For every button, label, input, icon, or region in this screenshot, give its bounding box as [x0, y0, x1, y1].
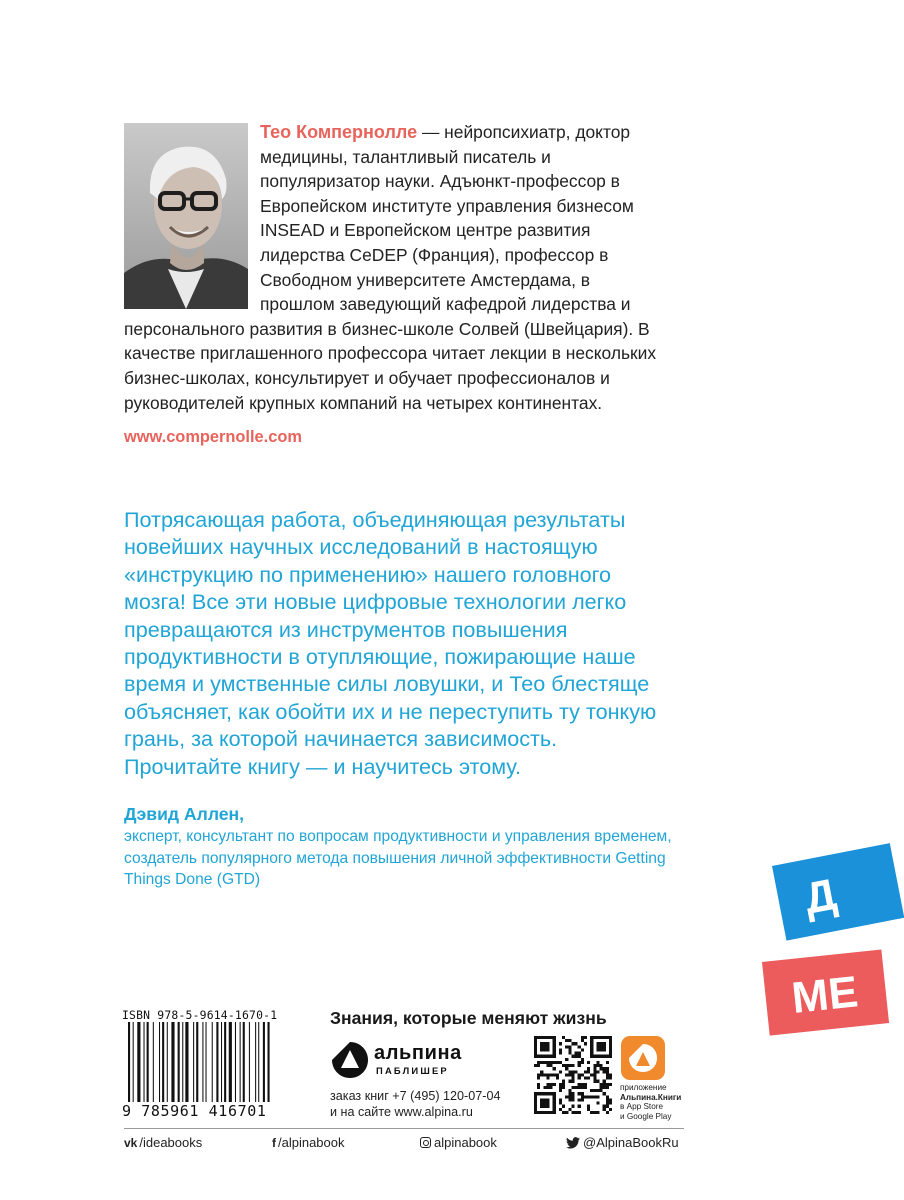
qr-module — [568, 1098, 571, 1101]
qr-module — [578, 1098, 581, 1101]
qr-module — [575, 1070, 578, 1073]
qr-module — [559, 1048, 562, 1051]
publisher-subtitle: ПАБЛИШЕР — [376, 1065, 449, 1076]
qr-module — [543, 1061, 546, 1064]
qr-module — [546, 1061, 549, 1064]
qr-module — [578, 1073, 581, 1076]
barcode-bar — [206, 1022, 207, 1102]
qr-module — [578, 1086, 581, 1089]
barcode-bar — [159, 1022, 160, 1102]
barcode-bar — [240, 1022, 241, 1102]
order-info — [330, 1088, 500, 1120]
qr-module — [593, 1067, 596, 1070]
qr-module — [584, 1042, 587, 1045]
qr-module — [587, 1070, 590, 1073]
qr-module — [581, 1061, 584, 1064]
barcode-bar — [258, 1022, 259, 1102]
author-portrait-icon — [124, 123, 248, 309]
app-icon[interactable] — [621, 1036, 665, 1080]
qr-module — [546, 1073, 549, 1076]
barcode-bar — [178, 1022, 180, 1102]
barcode-bar — [133, 1022, 134, 1102]
qr-module — [553, 1083, 556, 1086]
qr-module — [559, 1098, 562, 1101]
isbn-label: ISBN 978-5-9614-1670-1 — [122, 1008, 278, 1022]
qr-module — [565, 1064, 568, 1067]
facebook-handle: /alpinabook — [278, 1135, 345, 1150]
barcode-bar — [249, 1022, 250, 1102]
qr-module — [578, 1092, 581, 1095]
instagram-icon — [420, 1137, 431, 1148]
barcode-bar — [229, 1022, 232, 1102]
qr-module — [537, 1083, 540, 1086]
barcode-bar — [147, 1022, 149, 1102]
social-vk-link[interactable] — [124, 1135, 202, 1150]
qr-module — [559, 1089, 562, 1092]
publisher-slogan: Знания, которые меняют жизнь — [330, 1008, 607, 1028]
qr-module — [578, 1064, 581, 1067]
qr-module — [565, 1067, 568, 1070]
qr-module — [571, 1073, 574, 1076]
qr-finder — [540, 1042, 549, 1051]
qr-module — [568, 1108, 571, 1111]
order-phone: заказ книг +7 (495) 120-07-04 — [330, 1089, 501, 1103]
qr-module — [578, 1052, 581, 1055]
qr-module — [562, 1036, 565, 1039]
qr-module — [540, 1061, 543, 1064]
qr-module — [609, 1073, 612, 1076]
barcode-bar — [137, 1022, 140, 1102]
barcode-bar — [263, 1022, 265, 1102]
qr-module — [593, 1073, 596, 1076]
app-label: приложение — [620, 1083, 667, 1092]
qr-module — [606, 1070, 609, 1073]
qr-module — [559, 1086, 562, 1089]
qr-module — [581, 1083, 584, 1086]
qr-module — [584, 1083, 587, 1086]
qr-module — [540, 1073, 543, 1076]
qr-module — [603, 1083, 606, 1086]
barcode-bar — [224, 1022, 226, 1102]
qr-module — [593, 1111, 596, 1114]
author-website-link[interactable]: www.compernolle.com — [124, 428, 302, 447]
qr-module — [571, 1064, 574, 1067]
qr-module — [590, 1089, 593, 1092]
qr-module — [593, 1095, 596, 1098]
qr-module — [562, 1064, 565, 1067]
blue-sticker: Д — [772, 843, 904, 941]
qr-module — [568, 1080, 571, 1083]
qr-module — [559, 1070, 562, 1073]
barcode-bar — [185, 1022, 188, 1102]
qr-module — [559, 1108, 562, 1111]
barcode-block — [122, 1008, 322, 1120]
qr-module — [571, 1098, 574, 1101]
qr-module — [568, 1070, 571, 1073]
qr-module — [596, 1080, 599, 1083]
qr-module — [606, 1086, 609, 1089]
barcode-icon — [128, 1022, 318, 1102]
qr-module — [603, 1080, 606, 1083]
qr-module — [553, 1073, 556, 1076]
qr-module — [571, 1092, 574, 1095]
qr-module — [575, 1052, 578, 1055]
qr-module — [600, 1089, 603, 1092]
barcode-bar — [193, 1022, 194, 1102]
qr-module — [562, 1080, 565, 1083]
qr-module — [559, 1083, 562, 1086]
qr-module — [543, 1073, 546, 1076]
qr-module — [537, 1073, 540, 1076]
qr-module — [606, 1073, 609, 1076]
qr-module — [556, 1073, 559, 1076]
qr-module — [581, 1036, 584, 1039]
qr-module — [606, 1102, 609, 1105]
qr-code-icon[interactable] — [534, 1036, 612, 1114]
qr-module — [543, 1086, 546, 1089]
qr-module — [550, 1064, 553, 1067]
qr-module — [568, 1039, 571, 1042]
qr-module — [581, 1092, 584, 1095]
qr-module — [593, 1077, 596, 1080]
qr-module — [571, 1070, 574, 1073]
qr-module — [587, 1108, 590, 1111]
qr-module — [550, 1086, 553, 1089]
qr-module — [609, 1102, 612, 1105]
divider — [124, 1128, 684, 1129]
barcode-bar — [167, 1022, 168, 1102]
author-name: Тео Компернолле — [260, 122, 418, 142]
qr-module — [562, 1083, 565, 1086]
qr-module — [593, 1089, 596, 1092]
qr-module — [568, 1092, 571, 1095]
qr-module — [596, 1089, 599, 1092]
qr-module — [571, 1055, 574, 1058]
qr-module — [546, 1064, 549, 1067]
quote-author-description: эксперт, консультант по вопросам продуктивности и управления временем, создатель популярного метода повышения личной эффективности Getting Things Done (GTD) — [124, 828, 672, 889]
author-section — [124, 120, 664, 450]
qr-module — [565, 1058, 568, 1061]
qr-module — [568, 1048, 571, 1051]
qr-module — [600, 1083, 603, 1086]
qr-module — [571, 1042, 574, 1045]
qr-module — [606, 1077, 609, 1080]
qr-module — [606, 1061, 609, 1064]
qr-module — [575, 1055, 578, 1058]
review-quote: Потрясающая работа, объединяющая результаты новейших научных исследований в настоящую «инструкцию по применению» нашего головного мозга! Все эти новые цифровые технологии легко превращаются из инструментов повышения продуктивности в отупляющие, пожирающие наше время и умственные силы ловушки, и Тео блестяще объясняет, как обойти их и не переступить ту тонкую грань, за которой начинается зависимость. Прочитайте книгу — и научитесь этому. — [124, 507, 657, 779]
publisher-logo — [330, 1040, 500, 1080]
qr-module — [581, 1098, 584, 1101]
alpina-logo-icon — [330, 1040, 370, 1080]
barcode-bar — [182, 1022, 183, 1102]
qr-module — [578, 1061, 581, 1064]
author-photo — [124, 123, 248, 309]
qr-module — [565, 1111, 568, 1114]
app-store-text — [620, 1083, 681, 1121]
qr-module — [603, 1108, 606, 1111]
qr-module — [540, 1070, 543, 1073]
red-sticker: МЕ — [762, 949, 889, 1035]
qr-module — [609, 1083, 612, 1086]
qr-module — [550, 1061, 553, 1064]
qr-module — [571, 1105, 574, 1108]
qr-module — [581, 1086, 584, 1089]
qr-module — [571, 1080, 574, 1083]
qr-module — [578, 1083, 581, 1086]
qr-module — [587, 1077, 590, 1080]
qr-module — [590, 1073, 593, 1076]
qr-module — [603, 1092, 606, 1095]
qr-module — [581, 1095, 584, 1098]
vk-handle: /ideabooks — [139, 1135, 203, 1150]
qr-module — [578, 1055, 581, 1058]
vk-icon: vk — [124, 1135, 138, 1150]
qr-module — [606, 1067, 609, 1070]
qr-module — [562, 1105, 565, 1108]
qr-module — [565, 1073, 568, 1076]
qr-module — [556, 1077, 559, 1080]
qr-module — [600, 1086, 603, 1089]
qr-module — [581, 1048, 584, 1051]
qr-finder — [596, 1042, 605, 1051]
qr-module — [575, 1111, 578, 1114]
qr-module — [534, 1064, 537, 1067]
qr-module — [609, 1077, 612, 1080]
qr-module — [578, 1105, 581, 1108]
qr-module — [571, 1086, 574, 1089]
qr-module — [596, 1111, 599, 1114]
qr-module — [606, 1105, 609, 1108]
qr-module — [590, 1111, 593, 1114]
social-instagram-link[interactable] — [420, 1135, 497, 1150]
qr-module — [559, 1061, 562, 1064]
barcode-bar — [255, 1022, 256, 1102]
qr-module — [596, 1070, 599, 1073]
qr-module — [553, 1067, 556, 1070]
quote-author-name: Дэвид Аллен, — [124, 804, 245, 824]
qr-module — [584, 1086, 587, 1089]
barcode-digits: 9 785961 416701 — [122, 1102, 267, 1120]
barcode-bar — [144, 1022, 145, 1102]
barcode-bar — [216, 1022, 218, 1102]
author-bio: — нейропсихиатр, доктор медицины, талантливый писатель и популяризатор науки. Адъюнкт-профессор в Европейском институте управления бизнесом INSEAD и Европейском центре развития лидерства CeDEP (Франция), профессор в Свободном университете Амстердама, в прошлом заведующий кафедрой лидерства и персонального развития в бизнес-школе Солвей (Швейцария). В качестве приглашенного профессора читает лекции в нескольких бизнес-школах, консультирует и обучает профессионалов и руководителей крупных компаний на четырех континентах. — [124, 122, 657, 413]
qr-module — [537, 1061, 540, 1064]
qr-module — [565, 1095, 568, 1098]
app-store: в App Store — [620, 1102, 664, 1112]
qr-module — [587, 1105, 590, 1108]
quote-attribution — [124, 802, 684, 891]
facebook-icon: f — [272, 1135, 276, 1150]
qr-module — [603, 1070, 606, 1073]
qr-module — [571, 1111, 574, 1114]
qr-module — [596, 1102, 599, 1105]
qr-module — [575, 1086, 578, 1089]
qr-module — [603, 1086, 606, 1089]
qr-module — [553, 1061, 556, 1064]
qr-module — [603, 1067, 606, 1070]
qr-module — [550, 1073, 553, 1076]
qr-module — [537, 1086, 540, 1089]
barcode-bar — [243, 1022, 245, 1102]
qr-module — [546, 1077, 549, 1080]
barcode-bar — [196, 1022, 198, 1102]
qr-module — [593, 1080, 596, 1083]
qr-module — [559, 1042, 562, 1045]
qr-module — [584, 1070, 587, 1073]
qr-module — [568, 1064, 571, 1067]
twitter-icon — [566, 1137, 580, 1149]
barcode-bar — [268, 1022, 270, 1102]
qr-module — [609, 1108, 612, 1111]
social-twitter-link[interactable] — [566, 1135, 679, 1150]
qr-module — [587, 1095, 590, 1098]
qr-module — [537, 1064, 540, 1067]
qr-module — [581, 1039, 584, 1042]
barcode-bar — [202, 1022, 203, 1102]
barcode-bar — [235, 1022, 236, 1102]
qr-finder — [540, 1098, 549, 1107]
qr-module — [596, 1064, 599, 1067]
qr-module — [596, 1095, 599, 1098]
alpina-app-logo-icon — [621, 1036, 665, 1080]
qr-module — [562, 1086, 565, 1089]
publisher-name: альпина — [374, 1042, 462, 1064]
qr-module — [600, 1067, 603, 1070]
qr-module — [571, 1077, 574, 1080]
qr-module — [568, 1045, 571, 1048]
qr-module — [593, 1070, 596, 1073]
instagram-handle: alpinabook — [434, 1135, 497, 1150]
qr-module — [562, 1111, 565, 1114]
qr-module — [559, 1052, 562, 1055]
qr-module — [568, 1073, 571, 1076]
qr-module — [584, 1036, 587, 1039]
barcode-bar — [162, 1022, 164, 1102]
qr-module — [559, 1102, 562, 1105]
qr-module — [581, 1073, 584, 1076]
qr-module — [546, 1086, 549, 1089]
qr-module — [596, 1061, 599, 1064]
qr-module — [606, 1098, 609, 1101]
barcode-bar — [212, 1022, 213, 1102]
qr-module — [587, 1067, 590, 1070]
qr-module — [603, 1105, 606, 1108]
qr-module — [575, 1042, 578, 1045]
qr-module — [578, 1045, 581, 1048]
qr-module — [584, 1077, 587, 1080]
qr-module — [565, 1045, 568, 1048]
qr-module — [546, 1083, 549, 1086]
app-name: Альпина.Книги — [620, 1092, 682, 1102]
order-website: и на сайте www.alpina.ru — [330, 1105, 473, 1119]
qr-module — [550, 1083, 553, 1086]
qr-module — [606, 1083, 609, 1086]
qr-module — [600, 1064, 603, 1067]
qr-module — [568, 1052, 571, 1055]
qr-module — [556, 1061, 559, 1064]
qr-module — [571, 1095, 574, 1098]
qr-module — [609, 1098, 612, 1101]
barcode-bar — [153, 1022, 154, 1102]
qr-module — [606, 1111, 609, 1114]
social-facebook-link[interactable] — [272, 1135, 345, 1150]
google-play: и Google Play — [620, 1111, 672, 1121]
qr-module — [568, 1089, 571, 1092]
qr-module — [581, 1058, 584, 1061]
qr-module — [590, 1095, 593, 1098]
qr-module — [606, 1095, 609, 1098]
qr-module — [587, 1061, 590, 1064]
qr-module — [578, 1077, 581, 1080]
qr-module — [565, 1039, 568, 1042]
barcode-bar — [171, 1022, 174, 1102]
barcode-bar — [128, 1022, 130, 1102]
qr-module — [593, 1064, 596, 1067]
qr-module — [584, 1095, 587, 1098]
barcode-bar — [221, 1022, 222, 1102]
qr-module — [578, 1111, 581, 1114]
qr-module — [568, 1095, 571, 1098]
twitter-handle: @AlpinaBookRu — [583, 1135, 679, 1150]
qr-module — [537, 1077, 540, 1080]
